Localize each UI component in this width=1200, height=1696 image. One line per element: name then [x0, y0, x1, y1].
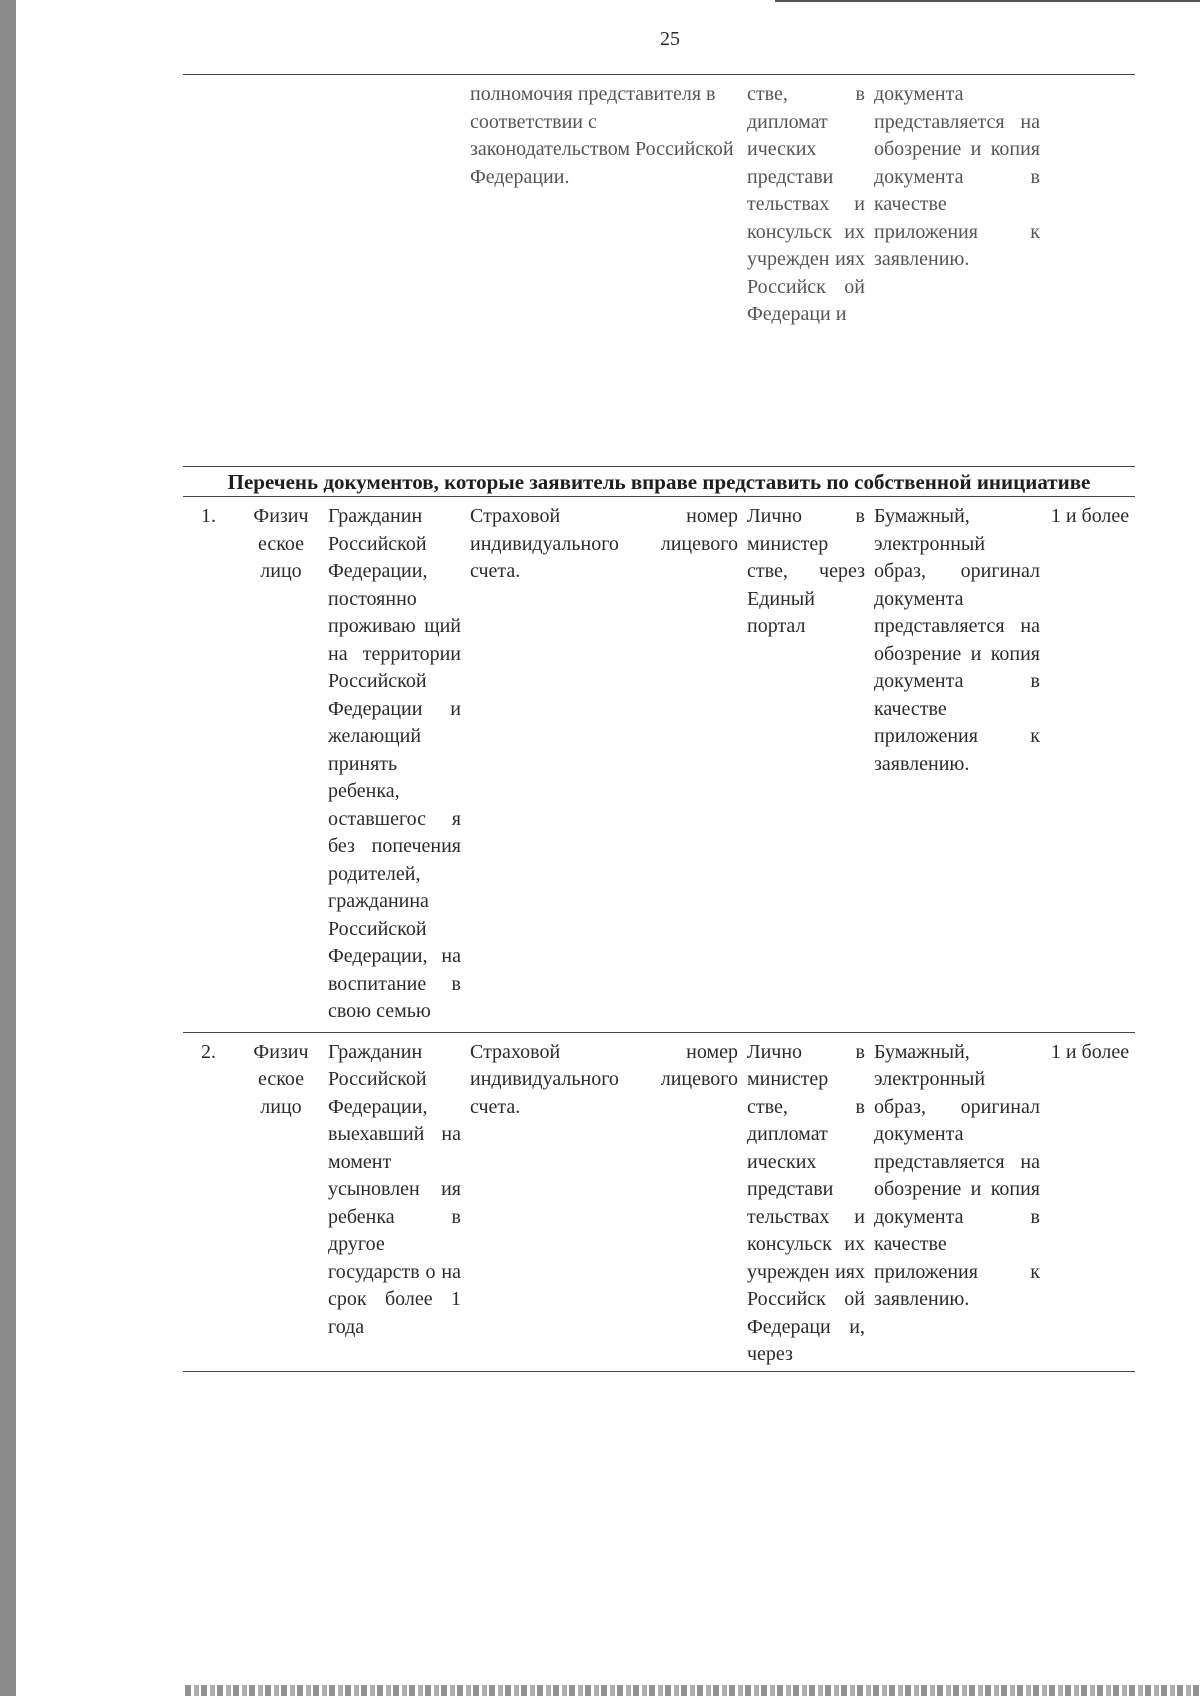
cell-method: Лично в министер стве, через Единый портал [742, 497, 869, 1033]
cell-document: полномочия представителя в соответствии с законодательством Российской Федерации. [470, 83, 734, 188]
continuation-table [183, 74, 1135, 329]
cell-document: Страховой номер индивидуального лицевого счета. [465, 1032, 742, 1371]
cell-form: Бумажный, электронный образ, оригинал документа представляется на обозрение и копия документа в качестве приложения к заявлению. [869, 497, 1044, 1033]
table-row [183, 75, 1135, 329]
cell-form: документа представляется на обозрение и копия документа в качестве приложения к заявлению. [874, 83, 1040, 270]
page-number: 25 [660, 28, 680, 50]
documents-table [183, 466, 1135, 1372]
cell-count [1044, 75, 1135, 329]
section-header-row [183, 467, 1135, 497]
cell-category: Гражданин Российской Федерации, выехавший на момент усыновлен ия ребенка в другое государств о на срок более 1 года [323, 1032, 465, 1371]
cell-document: Страховой номер индивидуального лицевого счета. [465, 497, 742, 1033]
table-row [183, 1032, 1135, 1371]
cell-count: 1 и более [1044, 497, 1135, 1033]
table-row [183, 497, 1135, 1033]
scan-left-edge [0, 0, 16, 1696]
cell-method: Лично в министер стве, в дипломат ических представи тельствах и консульск их учрежден иях Российск ой Федераци и, через [742, 1032, 869, 1371]
cell-method: стве, в дипломат ических представи тельствах и консульск их учрежден иях Российск ой Федераци и [747, 83, 865, 325]
cell-form: Бумажный, электронный образ, оригинал документа представляется на обозрение и копия документа в качестве приложения к заявлению. [869, 1032, 1044, 1371]
cell-num: 1. [183, 497, 238, 1033]
cell-applicant-type: Физич еское лицо [238, 497, 323, 1033]
cell-applicant-type [238, 75, 323, 329]
scan-bottom-edge [185, 1685, 1200, 1696]
cell-category [323, 75, 465, 329]
cell-num [183, 75, 238, 329]
cell-num: 2. [183, 1032, 238, 1371]
cell-category: Гражданин Российской Федерации, постоянно проживаю щий на территории Российской Федерации и желающий принять ребенка, оставшегос я без попечения родителей, гражданина Российской Федерации, на воспитание в свою семью [323, 497, 465, 1033]
cell-applicant-type: Физич еское лицо [238, 1032, 323, 1371]
scan-top-edge [775, 0, 1200, 2]
section-title: Перечень документов, которые заявитель вправе представить по собственной инициативе [183, 467, 1135, 497]
cell-count: 1 и более [1044, 1032, 1135, 1371]
